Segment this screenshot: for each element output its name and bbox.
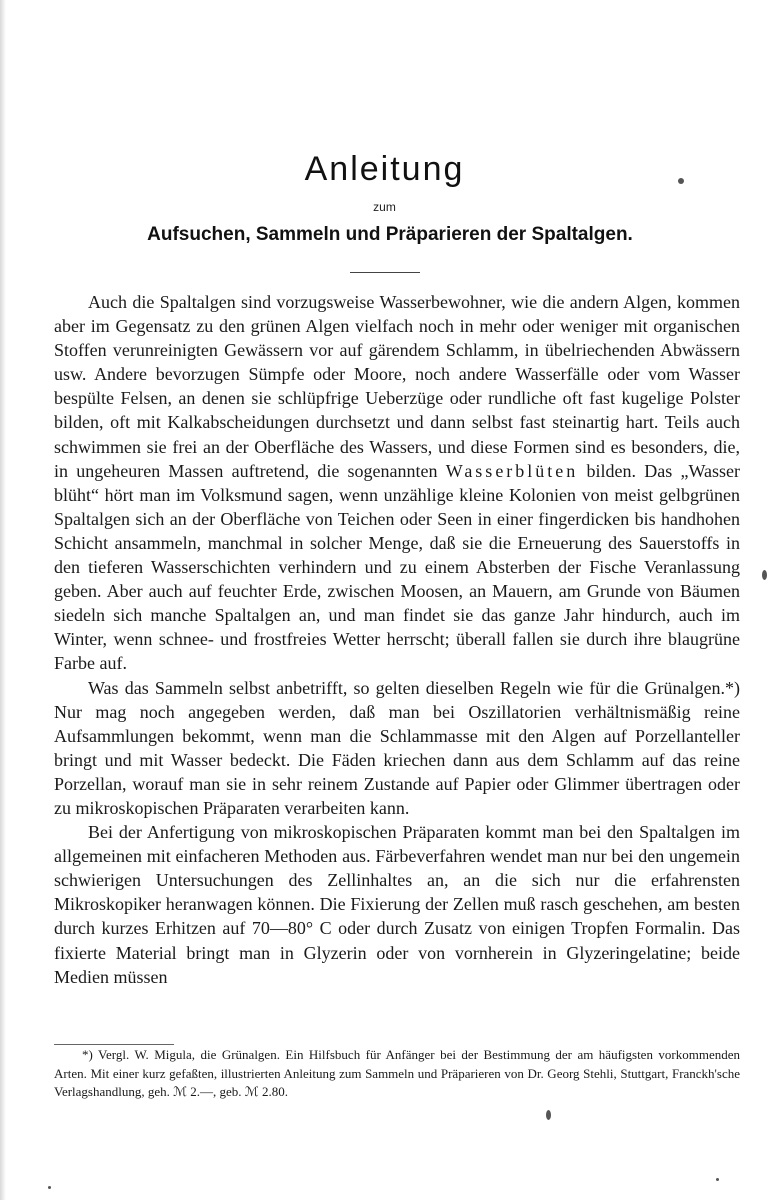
paragraph-2: Was das Sammeln selbst anbetrifft, so gelten dieselben Regeln wie für die Grünalgen.*) Nur mag noch angegeben werden, daß man bei Oszillatorien verhältnismäßig reine Aufsammlungen bekommt, wenn man die Schlammasse mit den Algen auf Porzellanteller bringt und mit Wasser bedeckt. Die Fäden kriechen dann aus dem Schlamm auf das reine Porzellan, worauf man sie in sehr reinem Zustande auf Papier oder Glimmer übertragen oder zu mikroskopischen Präparaten verarbeiten kann. (54, 677, 740, 818)
ink-speck (762, 570, 767, 580)
paragraph-1-text-b: bilden. Das „Wasser blüht“ hört man im Volksmund sagen, wenn unzählige kleine Kolonien von meist gelbgrünen Spaltalgen sich an der Oberfläche von Teichen oder Seen in einer fingerdicken bis handhohen Schicht ansammeln, manchmal in solcher Menge, daß sie die Erneuerung des Sauerstoffs in den tieferen Wasserschichten verhindern und zu einem Absterben der Fische Veranlassung geben. Aber auch auf feuchter Erde, zwischen Moosen, an Mauern, am Grunde von Bäumen siedeln sich manche Spaltalgen an, und man findet sie das ganze Jahr hindurch, auch im Winter, wenn schnee- und frostfreies Wetter herrscht; überall fallen sie durch ihre blaugrüne Farbe auf. (54, 460, 740, 674)
body-text (54, 290, 740, 989)
paragraph-1-text-a: Auch die Spaltalgen sind vorzugsweise Wasserbewohner, wie die andern Algen, kommen aber im Gegensatz zu den grünen Algen vielfach noch in mehr oder weniger mit organischen Stoffen verunreinigten Gewässern vor auf gärendem Schlamm, in übelriechenden Abwässern usw. Andere bevorzugen Sümpfe oder Moore, noch andere Wasserfälle oder vom Wasser bespülte Felsen, an denen sie schlüpfrige Ueberzüge oder rundliche oft fast kugelige Polster bilden, oft mit Kalkabscheidungen durchsetzt und dann selbst fast steinartig hart. Teils auch schwimmen sie frei an der Oberfläche des Wassers, und diese Formen sind es besonders, die, in ungeheuren Massen auftretend, die sogenannten (54, 292, 740, 481)
footnote-text: *) Vergl. W. Migula, die Grünalgen. Ein Hilfsbuch für Anfänger bei der Bestimmung der am häufigsten vorkommenden Arten. Mit einer kurz gefaßten, illustrierten Anleitung zum Sammeln und Präparieren von Dr. Georg Stehli, Stuttgart, Franckh'sche Verlagshandlung, geh. ℳ 2.—, geb. ℳ 2.80. (54, 1047, 740, 1099)
title-connector: zum (373, 200, 396, 214)
ink-speck (546, 1110, 551, 1120)
footnote-divider (54, 1044, 174, 1045)
ink-speck (48, 1186, 51, 1189)
emphasized-term: Wasserblüten (445, 460, 579, 481)
title-divider (350, 272, 420, 273)
document-subtitle: Aufsuchen, Sammeln und Präparieren der Spaltalgen. (147, 224, 633, 245)
document-title: Anleitung (304, 150, 465, 188)
ink-speck (716, 1178, 719, 1181)
footnote (54, 1046, 740, 1102)
paragraph-3: Bei der Anfertigung von mikroskopischen Präparaten kommt man bei den Spaltalgen im allgemeinen mit einfacheren Methoden aus. Färbeverfahren wendet man nur bei den ungemein schwierigen Untersuchungen des Zellinhaltes an, an die sich nur die erfahrensten Mikroskopiker heranwagen können. Die Fixierung der Zellen muß rasch geschehen, am besten durch kurzes Erhitzen auf 70—80° C oder durch Zusatz von einigen Tropfen Formalin. Das fixierte Material bringt man in Glyzerin oder von vornherein in Glyzeringelatine; beide Medien müssen (54, 822, 740, 987)
paragraph-1 (54, 290, 740, 676)
